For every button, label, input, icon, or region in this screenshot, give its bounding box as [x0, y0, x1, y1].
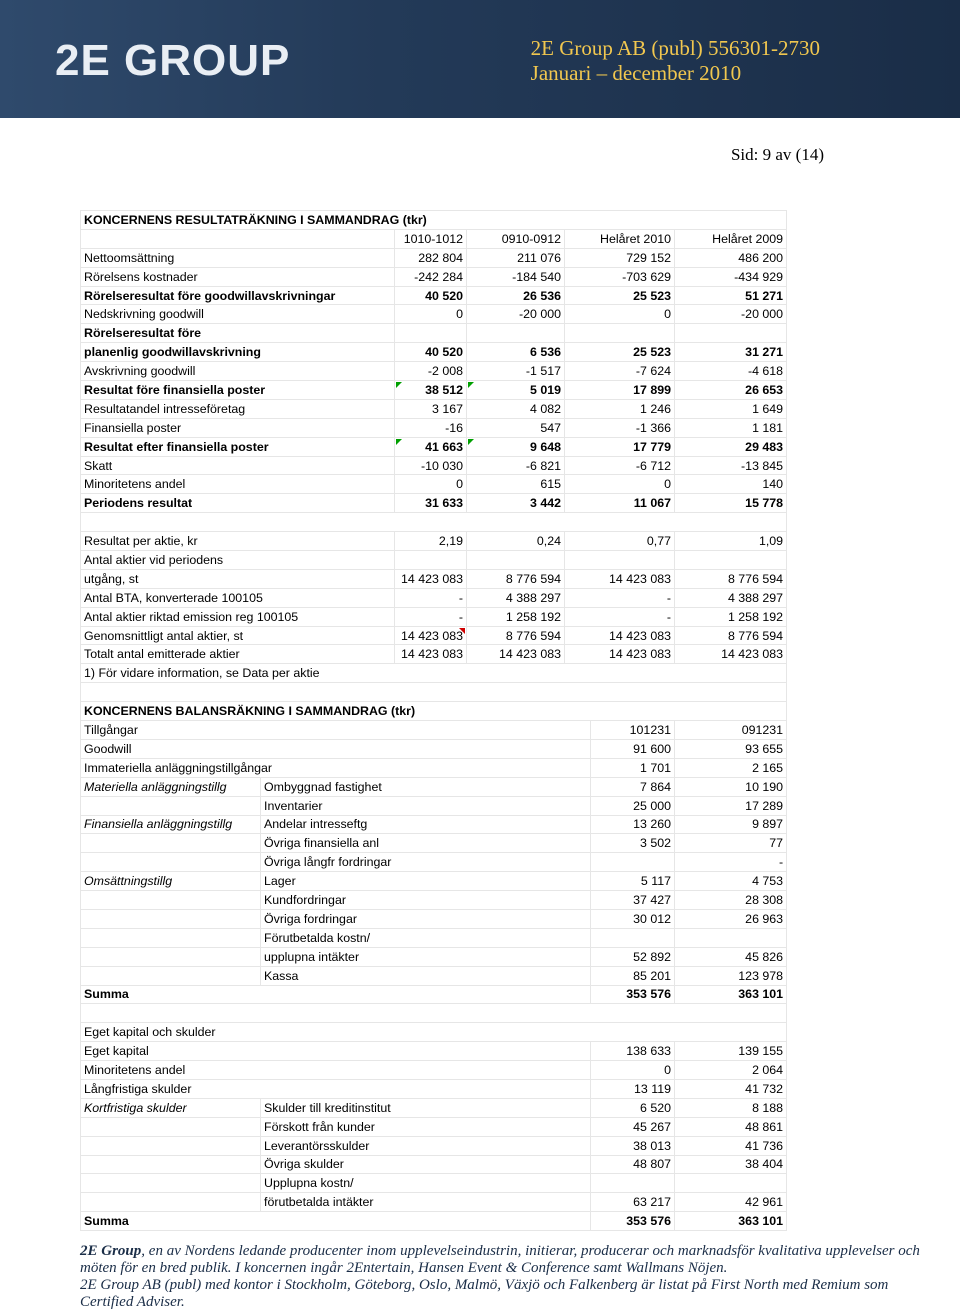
table-row — [81, 891, 787, 910]
value-cell: 729 152 — [565, 248, 675, 267]
value-cell: 45 267 — [591, 1117, 675, 1136]
table-row — [81, 683, 787, 702]
table-row — [81, 1212, 787, 1231]
value-cell: 25 000 — [591, 796, 675, 815]
row-label: förutbetalda intäkter — [261, 1193, 591, 1212]
value-cell: 40 520 — [395, 286, 467, 305]
value-cell: 5 019 — [467, 381, 565, 400]
value-cell: 63 217 — [591, 1193, 675, 1212]
value-cell: 14 423 083 — [565, 645, 675, 664]
value-cell — [395, 551, 467, 570]
table-row — [81, 1079, 787, 1098]
row-label: Upplupna kostn/ — [261, 1174, 591, 1193]
table-row — [81, 928, 787, 947]
row-label: Immateriella anläggningstillgångar — [81, 758, 591, 777]
value-cell: 0 — [565, 305, 675, 324]
value-cell: 40 520 — [395, 343, 467, 362]
value-cell: 15 778 — [675, 494, 787, 513]
row-category — [81, 1155, 261, 1174]
table-row — [81, 248, 787, 267]
table-row — [81, 551, 787, 570]
row-label: Finansiella poster — [81, 418, 395, 437]
footer-brand: 2E Group — [80, 1243, 142, 1259]
value-cell: 5 117 — [591, 872, 675, 891]
value-cell: 6 520 — [591, 1098, 675, 1117]
row-label: Nettoomsättning — [81, 248, 395, 267]
value-cell: -434 929 — [675, 267, 787, 286]
table-row — [81, 758, 787, 777]
report-table — [80, 210, 787, 1231]
value-cell: 486 200 — [675, 248, 787, 267]
value-cell — [565, 551, 675, 570]
row-label: Skulder till kreditinstitut — [261, 1098, 591, 1117]
table-row — [81, 815, 787, 834]
value-cell: 13 260 — [591, 815, 675, 834]
row-label: upplupna intäkter — [261, 947, 591, 966]
value-cell: 31 633 — [395, 494, 467, 513]
row-label: planenlig goodwillavskrivning — [81, 343, 395, 362]
row-label: Minoritetens andel — [81, 1061, 591, 1080]
row-category — [81, 796, 261, 815]
value-cell: 4 388 297 — [467, 588, 565, 607]
value-cell: 17 289 — [675, 796, 787, 815]
value-cell: 77 — [675, 834, 787, 853]
value-cell: 26 653 — [675, 381, 787, 400]
value-cell: 1 246 — [565, 399, 675, 418]
value-cell: 9 897 — [675, 815, 787, 834]
empty-row — [81, 513, 787, 532]
footer-text — [80, 1243, 920, 1311]
value-cell: 3 167 — [395, 399, 467, 418]
value-cell: 6 536 — [467, 343, 565, 362]
value-cell: 2 165 — [675, 758, 787, 777]
value-cell: -20 000 — [467, 305, 565, 324]
row-category — [81, 1136, 261, 1155]
value-cell: 17 779 — [565, 437, 675, 456]
value-cell: 0,24 — [467, 532, 565, 551]
value-cell: 4 753 — [675, 872, 787, 891]
row-label: Antal BTA, konverterade 100105 — [81, 588, 395, 607]
value-cell: -20 000 — [675, 305, 787, 324]
value-cell: 42 961 — [675, 1193, 787, 1212]
row-label: Inventarier — [261, 796, 591, 815]
value-cell: 4 082 — [467, 399, 565, 418]
value-cell: 615 — [467, 475, 565, 494]
value-cell: 91 600 — [591, 739, 675, 758]
value-cell: 48 861 — [675, 1117, 787, 1136]
page-number: Sid: 9 av (14) — [730, 145, 824, 164]
row-label: Andelar intresseftg — [261, 815, 591, 834]
underlined-text: 1010-1012 — [403, 231, 463, 246]
table-row — [81, 777, 787, 796]
table-row — [81, 1023, 787, 1042]
row-label: Övriga fordringar — [261, 909, 591, 928]
table-row — [81, 1136, 787, 1155]
value-cell: 8 776 594 — [675, 626, 787, 645]
row-label: Resultatandel intresseföretag — [81, 399, 395, 418]
row-label: Avskrivning goodwill — [81, 362, 395, 381]
value-cell: 26 536 — [467, 286, 565, 305]
footer-description: , en av Nordens ledande producenter inom upplevelseindustrin, initierar, producerar och marknadsför kvalitativa upplevelser och möten för en bred publik. I koncernen ingår 2Entertain, Hansen Event & Conference samt Wallmans Nöjen. — [80, 1243, 920, 1276]
value-cell: 45 826 — [675, 947, 787, 966]
column-header — [565, 229, 675, 248]
value-cell: 1 258 192 — [467, 607, 565, 626]
value-cell: 25 523 — [565, 286, 675, 305]
column-header — [591, 721, 675, 740]
table-row — [81, 399, 787, 418]
row-label: Kassa — [261, 966, 591, 985]
report-period: Januari – december 2010 — [530, 61, 742, 85]
value-cell: 41 663 — [395, 437, 467, 456]
table-row — [81, 456, 787, 475]
table-row — [81, 532, 787, 551]
value-cell — [591, 1174, 675, 1193]
value-cell: -16 — [395, 418, 467, 437]
row-label: Eget kapital — [81, 1042, 591, 1061]
empty-row — [81, 1004, 787, 1023]
table-row — [81, 909, 787, 928]
value-cell: 7 864 — [591, 777, 675, 796]
shares-note: 1) För vidare information, se Data per aktie — [81, 664, 787, 683]
table-row — [81, 494, 787, 513]
value-cell: 8 776 594 — [467, 626, 565, 645]
row-label: Resultat efter finansiella poster — [81, 437, 395, 456]
column-header — [467, 229, 565, 248]
row-category — [81, 966, 261, 985]
value-cell: 31 271 — [675, 343, 787, 362]
value-cell — [467, 551, 565, 570]
value-cell — [675, 1174, 787, 1193]
row-category — [81, 853, 261, 872]
value-cell: 30 012 — [591, 909, 675, 928]
value-cell: 1 701 — [591, 758, 675, 777]
equity-title: Eget kapital och skulder — [81, 1023, 787, 1042]
value-cell: 547 — [467, 418, 565, 437]
table-row — [81, 1155, 787, 1174]
row-category — [81, 1174, 261, 1193]
row-label: Periodens resultat — [81, 494, 395, 513]
value-cell: -10 030 — [395, 456, 467, 475]
value-cell: 0 — [565, 475, 675, 494]
value-cell: -6 821 — [467, 456, 565, 475]
value-cell: 93 655 — [675, 739, 787, 758]
table-row — [81, 1117, 787, 1136]
value-cell: 14 423 083 — [565, 569, 675, 588]
row-category — [81, 891, 261, 910]
table-row — [81, 966, 787, 985]
row-category — [81, 1117, 261, 1136]
value-cell — [675, 928, 787, 947]
table-row — [81, 588, 787, 607]
value-cell: 1 181 — [675, 418, 787, 437]
value-cell: 0 — [395, 305, 467, 324]
row-label: Minoritetens andel — [81, 475, 395, 494]
value-cell: 28 308 — [675, 891, 787, 910]
page-header — [0, 0, 960, 118]
value-cell: 17 899 — [565, 381, 675, 400]
value-cell: 0 — [395, 475, 467, 494]
value-cell: -2 008 — [395, 362, 467, 381]
row-category: Finansiella anläggningstillg — [81, 815, 261, 834]
column-header — [675, 229, 787, 248]
value-cell: 38 404 — [675, 1155, 787, 1174]
table-row — [81, 569, 787, 588]
header-info — [531, 36, 820, 86]
row-label: Övriga finansiella anl — [261, 834, 591, 853]
value-cell: 37 427 — [591, 891, 675, 910]
table-row — [81, 286, 787, 305]
row-label: Övriga långfr fordringar — [261, 853, 591, 872]
value-cell: 0 — [591, 1061, 675, 1080]
value-cell: 1,09 — [675, 532, 787, 551]
value-cell: 2,19 — [395, 532, 467, 551]
table-row — [81, 229, 787, 248]
row-label: Rörelsens kostnader — [81, 267, 395, 286]
balance-title: KONCERNENS BALANSRÄKNING I SAMMANDRAG (tkr) — [81, 702, 787, 721]
value-cell: 140 — [675, 475, 787, 494]
value-cell: 139 155 — [675, 1042, 787, 1061]
value-cell: 14 423 083 — [467, 645, 565, 664]
row-label: Kundfordringar — [261, 891, 591, 910]
row-label: Förskott från kunder — [261, 1117, 591, 1136]
sum-label: Summa — [81, 1212, 591, 1231]
row-label: Resultat före finansiella poster — [81, 381, 395, 400]
value-cell — [395, 324, 467, 343]
row-label: Långfristiga skulder — [81, 1079, 591, 1098]
value-cell: -7 624 — [565, 362, 675, 381]
value-cell: - — [395, 607, 467, 626]
row-category — [81, 1193, 261, 1212]
value-cell: -184 540 — [467, 267, 565, 286]
table-row — [81, 834, 787, 853]
table-row — [81, 796, 787, 815]
value-cell: 48 807 — [591, 1155, 675, 1174]
value-cell: -242 284 — [395, 267, 467, 286]
value-cell: 52 892 — [591, 947, 675, 966]
value-cell — [675, 551, 787, 570]
value-cell: 8 776 594 — [467, 569, 565, 588]
sum-label: Summa — [81, 985, 591, 1004]
row-category — [81, 834, 261, 853]
table-row — [81, 1174, 787, 1193]
row-label: Leverantörsskulder — [261, 1136, 591, 1155]
value-cell: -703 629 — [565, 267, 675, 286]
row-category: Omsättningstillg — [81, 872, 261, 891]
sum-value: 363 101 — [675, 985, 787, 1004]
value-cell: 4 388 297 — [675, 588, 787, 607]
value-cell: 26 963 — [675, 909, 787, 928]
value-cell — [565, 324, 675, 343]
table-row — [81, 607, 787, 626]
header-label — [81, 229, 395, 248]
company-logo: 2E GROUP — [55, 36, 291, 85]
table-row — [81, 418, 787, 437]
table-row — [81, 645, 787, 664]
table-row — [81, 1042, 787, 1061]
row-label: Skatt — [81, 456, 395, 475]
value-cell: 14 423 083 — [565, 626, 675, 645]
value-cell: 1 258 192 — [675, 607, 787, 626]
row-label: Goodwill — [81, 739, 591, 758]
value-cell — [467, 324, 565, 343]
table-row — [81, 1004, 787, 1023]
table-row — [81, 305, 787, 324]
value-cell: 8 776 594 — [675, 569, 787, 588]
underlined-text: Helåret 2009 — [712, 231, 784, 246]
value-cell: 2 064 — [675, 1061, 787, 1080]
value-cell — [675, 324, 787, 343]
value-cell: 14 423 083 — [675, 645, 787, 664]
row-category: Kortfristiga skulder — [81, 1098, 261, 1117]
report-tables — [80, 210, 786, 1231]
value-cell: 14 423 083 — [395, 645, 467, 664]
table-row — [81, 324, 787, 343]
empty-row — [81, 683, 787, 702]
row-category — [81, 909, 261, 928]
table-row — [81, 947, 787, 966]
value-cell: - — [565, 588, 675, 607]
value-cell: - — [675, 853, 787, 872]
value-cell: 13 119 — [591, 1079, 675, 1098]
table-row — [81, 437, 787, 456]
value-cell: 3 502 — [591, 834, 675, 853]
row-label: utgång, st — [81, 569, 395, 588]
value-cell: 1 649 — [675, 399, 787, 418]
value-cell: 85 201 — [591, 966, 675, 985]
table-row — [81, 985, 787, 1004]
table-row — [81, 513, 787, 532]
value-cell: 10 190 — [675, 777, 787, 796]
column-header — [395, 229, 467, 248]
value-cell: 25 523 — [565, 343, 675, 362]
value-cell: 41 736 — [675, 1136, 787, 1155]
table-row — [81, 664, 787, 683]
table-row — [81, 381, 787, 400]
income-title: KONCERNENS RESULTATRÄKNING I SAMMANDRAG (tkr) — [81, 211, 787, 230]
underlined-text: 091231 — [741, 722, 784, 737]
value-cell: 38 512 — [395, 381, 467, 400]
table-row — [81, 853, 787, 872]
table-row — [81, 739, 787, 758]
value-cell: 138 633 — [591, 1042, 675, 1061]
row-label: Genomsnittligt antal aktier, st — [81, 626, 395, 645]
table-row — [81, 267, 787, 286]
value-cell: 51 271 — [675, 286, 787, 305]
row-label: Ombyggnad fastighet — [261, 777, 591, 796]
assets-label: Tillgångar — [81, 721, 591, 740]
value-cell — [591, 853, 675, 872]
table-row — [81, 343, 787, 362]
table-row — [81, 1098, 787, 1117]
value-cell: -1 517 — [467, 362, 565, 381]
company-name: 2E Group AB (publ) 556301-2730 — [530, 36, 820, 60]
row-label: Rörelseresultat före — [81, 324, 395, 343]
table-row — [81, 475, 787, 494]
table-row — [81, 211, 787, 230]
sum-value: 363 101 — [675, 1212, 787, 1231]
value-cell: 8 188 — [675, 1098, 787, 1117]
value-cell: 123 978 — [675, 966, 787, 985]
value-cell: 29 483 — [675, 437, 787, 456]
value-cell: 14 423 083 — [395, 569, 467, 588]
row-label: Antal aktier vid periodens — [81, 551, 395, 570]
column-header — [675, 721, 787, 740]
row-label: Rörelseresultat före goodwillavskrivningar — [81, 286, 395, 305]
value-cell: -13 845 — [675, 456, 787, 475]
row-category — [81, 928, 261, 947]
footer-listing: 2E Group AB (publ) med kontor i Stockholm, Göteborg, Oslo, Malmö, Växjö och Falkenberg är listat på First North med Remium som Certified Adviser. — [80, 1277, 889, 1310]
value-cell: 3 442 — [467, 494, 565, 513]
row-label: Övriga skulder — [261, 1155, 591, 1174]
table-row — [81, 626, 787, 645]
value-cell: 14 423 083 — [395, 626, 467, 645]
value-cell: 9 648 — [467, 437, 565, 456]
value-cell: 0,77 — [565, 532, 675, 551]
table-row — [81, 702, 787, 721]
row-label: Antal aktier riktad emission reg 100105 — [81, 607, 395, 626]
value-cell: 38 013 — [591, 1136, 675, 1155]
row-category: Materiella anläggningstillg — [81, 777, 261, 796]
table-row — [81, 1061, 787, 1080]
sum-value: 353 576 — [591, 1212, 675, 1231]
value-cell: 211 076 — [467, 248, 565, 267]
table-row — [81, 362, 787, 381]
row-label: Förutbetalda kostn/ — [261, 928, 591, 947]
sum-value: 353 576 — [591, 985, 675, 1004]
underlined-text: Helåret 2010 — [600, 231, 671, 246]
row-label: Resultat per aktie, kr — [81, 532, 395, 551]
value-cell — [591, 928, 675, 947]
row-label: Nedskrivning goodwill — [81, 305, 395, 324]
value-cell: - — [565, 607, 675, 626]
value-cell: -4 618 — [675, 362, 787, 381]
value-cell: -1 366 — [565, 418, 675, 437]
underlined-text: 0910-0912 — [501, 231, 561, 246]
table-row — [81, 872, 787, 891]
value-cell: 11 067 — [565, 494, 675, 513]
row-label: Totalt antal emitterade aktier — [81, 645, 395, 664]
row-category — [81, 947, 261, 966]
value-cell: - — [395, 588, 467, 607]
value-cell: -6 712 — [565, 456, 675, 475]
underlined-text: 101231 — [629, 722, 671, 737]
row-label: Lager — [261, 872, 591, 891]
table-row — [81, 721, 787, 740]
table-row — [81, 1193, 787, 1212]
value-cell: 41 732 — [675, 1079, 787, 1098]
value-cell: 282 804 — [395, 248, 467, 267]
